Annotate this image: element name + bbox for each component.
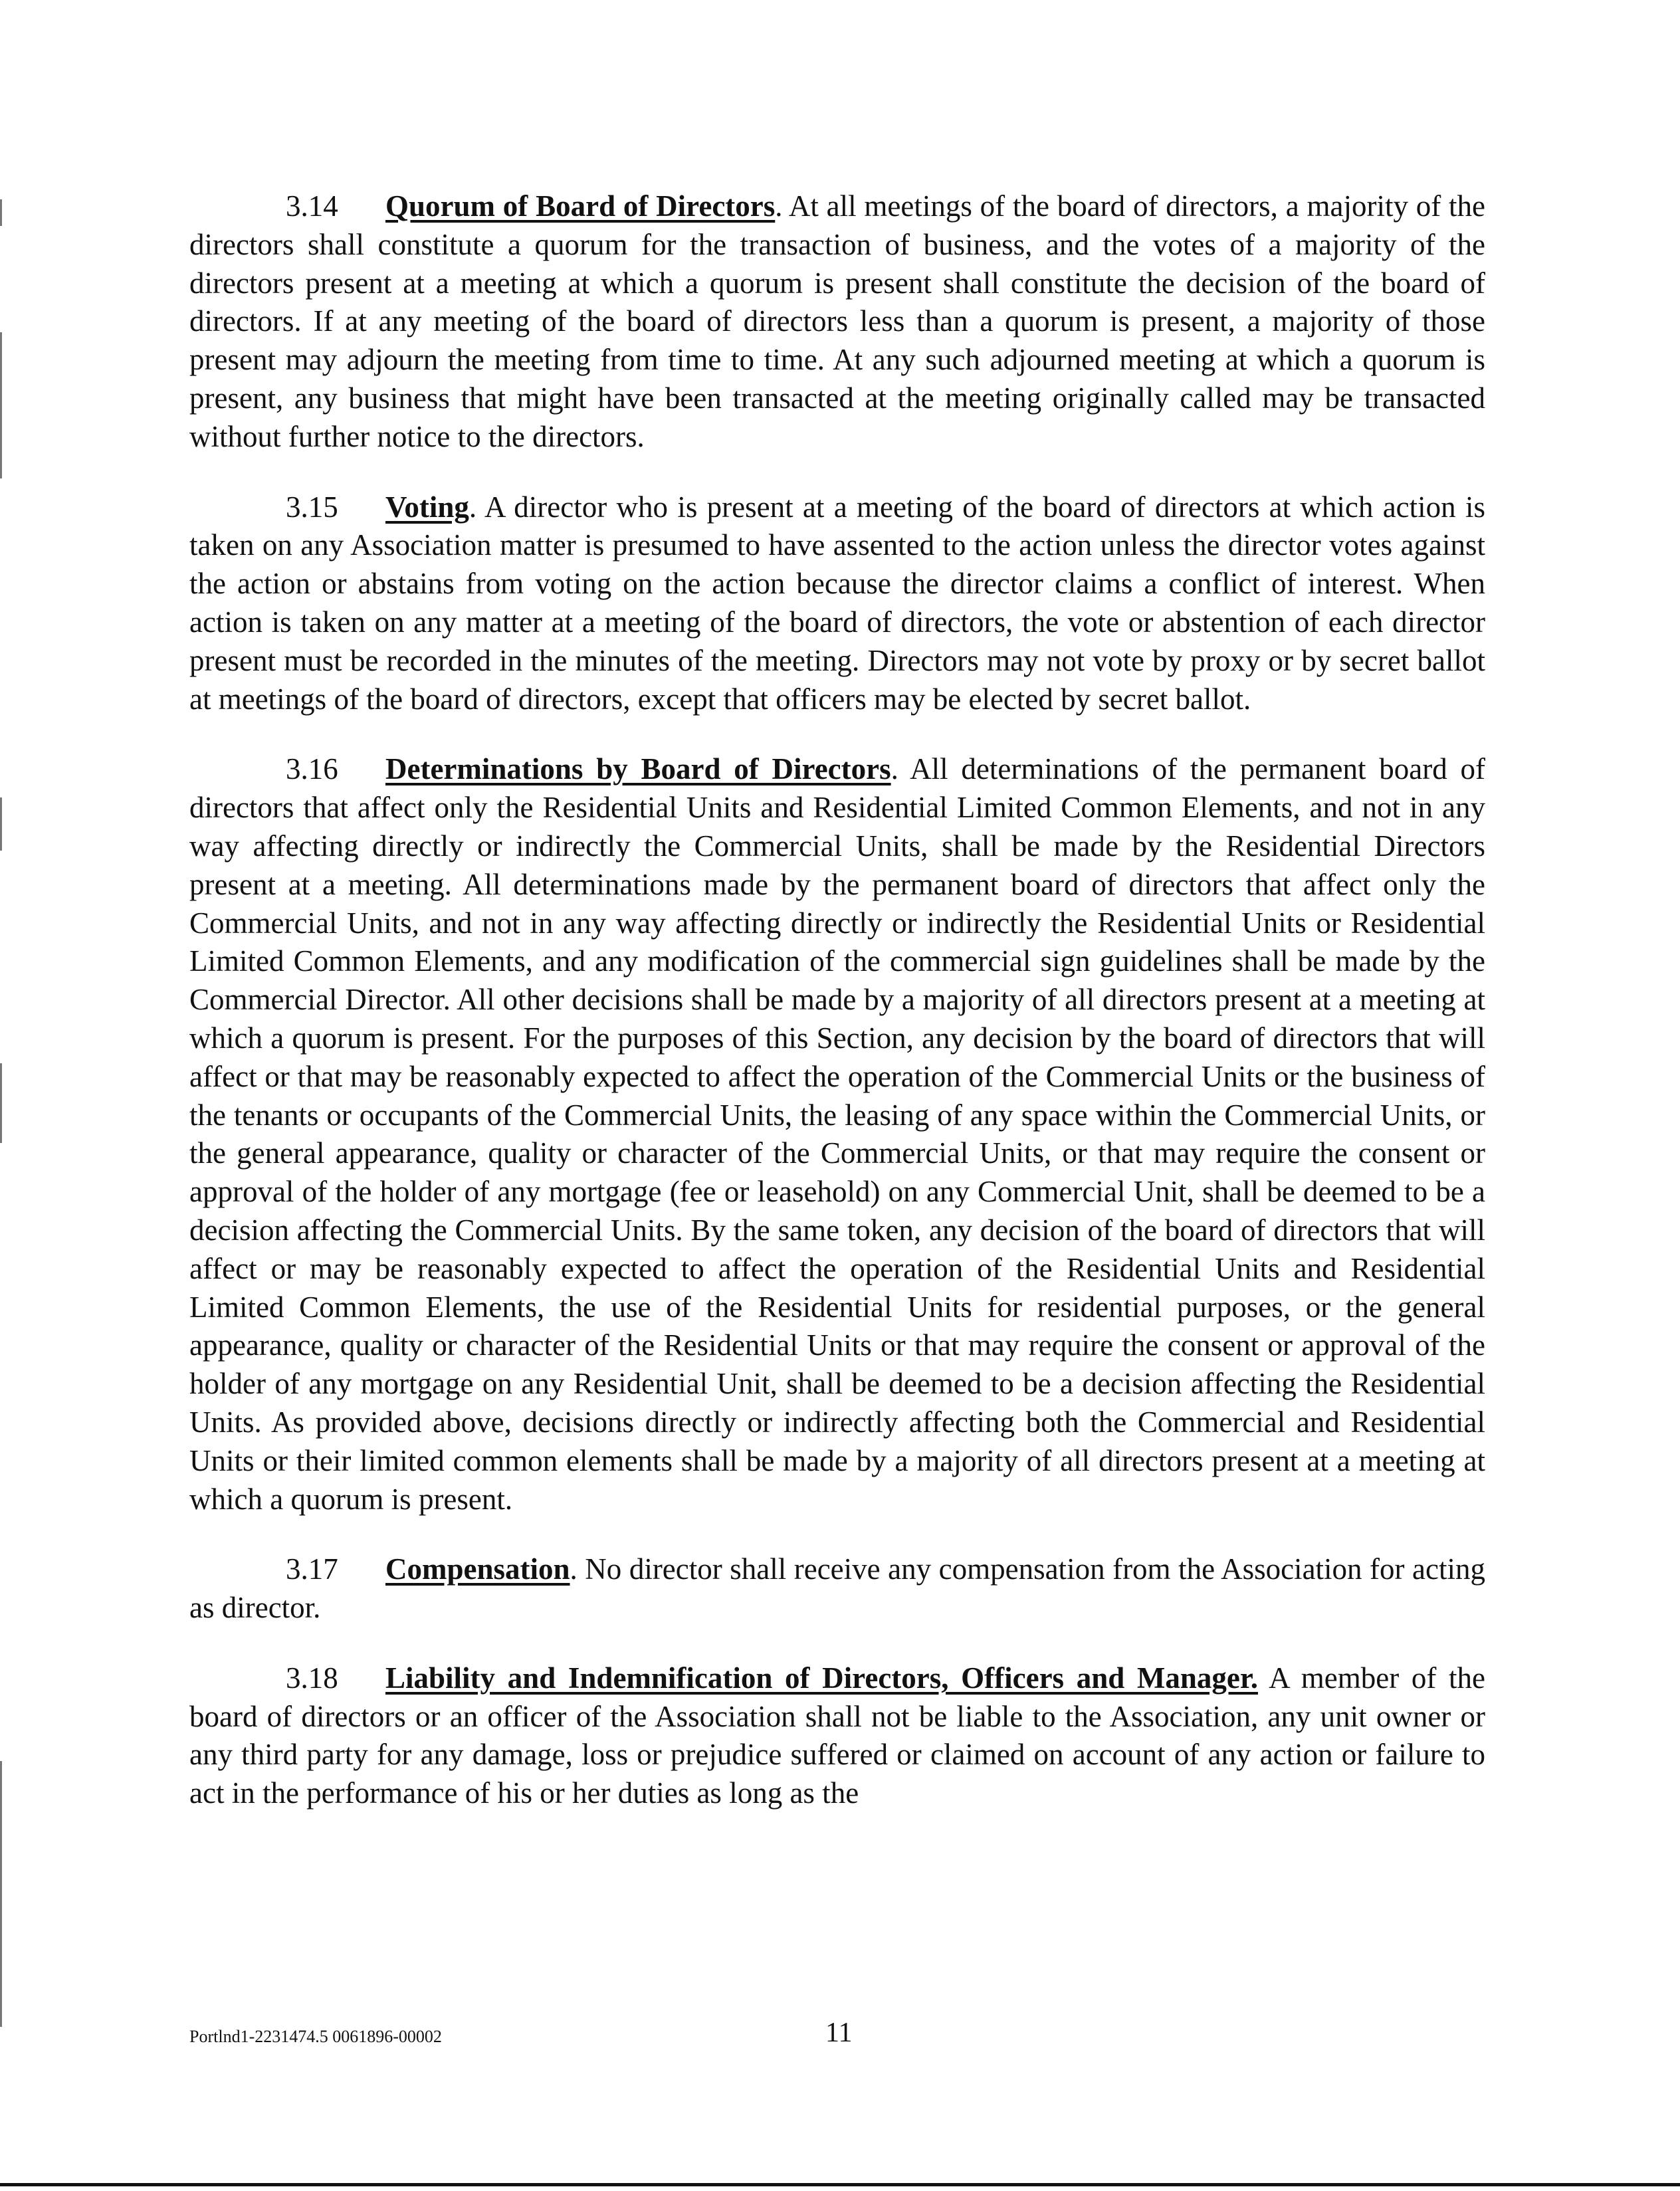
- section-3-17: [189, 1550, 1485, 1627]
- heading-punctuation: .: [891, 752, 898, 786]
- scan-mark: [0, 332, 2, 478]
- section-3-18: [189, 1659, 1485, 1813]
- section-3-16: [189, 750, 1485, 1518]
- section-text: A member of the board of directors or an officer of the Association shall not be liable to the Association, any unit owner or any third party for any damage, loss or prejudice suffered or claimed on account of any action or failure to act in the performance of his or her duties as long as the: [189, 1661, 1485, 1810]
- section-heading: Determinations by Board of Directors: [385, 752, 891, 786]
- heading-punctuation: .: [469, 490, 477, 524]
- section-text: A director who is present at a meeting of the board of directors at which action is taken on any Association matter is presumed to have assented to the action unless the director votes against the action or abstains from voting on the action because the director claims a conflict of interest. When action is taken on any matter at a meeting of the board of directors, the vote or abstention of each director present must be recorded in the minutes of the meeting. Directors may not vote by proxy or by secret ballot at meetings of the board of directors, except that officers may be elected by secret ballot.: [189, 490, 1485, 716]
- scan-mark: [0, 1761, 2, 2027]
- page-number: 11: [825, 2018, 853, 2048]
- section-heading: Compensation: [385, 1552, 570, 1586]
- scan-mark: [0, 199, 2, 226]
- scan-mark: [0, 1063, 2, 1143]
- section-number: 3.18: [286, 1661, 338, 1695]
- document-body: [189, 187, 1485, 1845]
- heading-punctuation: .: [775, 189, 783, 223]
- section-number: 3.14: [286, 189, 338, 223]
- footer-document-id: Portlnd1-2231474.5 0061896-00002: [189, 2027, 442, 2046]
- section-text: All determinations of the permanent board of directors that affect only the Residential Units and Residential Limited Common Elements, and not in any way affecting directly or indirectly the Commercial Units, shall be made by the Residential Directors present at a meeting. All determinations made by the permanent board of directors that affect only the Commercial Units, and not in any way affecting directly or indirectly the Residential Units or Residential Limited Common Elements, and any modification of the commercial sign guidelines shall be made by the Commercial Director. All other decisions shall be made by a majority of all directors present at a meeting at which a quorum is present. For the purposes of this Section, any decision by the board of directors that will affect or that may be reasonably expected to affect the operation of the Commercial Units or the business of the tenants or occupants of the Commercial Units, the leasing of any space within the Commercial Units, or the general appearance, quality or character of the Commercial Units, or that may require the consent or approval of the holder of any mortgage (fee or leasehold) on any Commercial Unit, shall be deemed to be a decision affecting the Commercial Units. By the same token, any decision of the board of directors that will affect or may be reasonably expected to affect the operation of the Residential Units and Residential Limited Common Elements, the use of the Residential Units for residential purposes, or the general appearance, quality or character of the Residential Units or that may require the consent or approval of the holder of any mortgage on any Residential Unit, shall be deemed to be a decision affecting the Residential Units. As provided above, decisions directly or indirectly affecting both the Commercial and Residential Units or their limited common elements shall be made by a majority of all directors present at a meeting at which a quorum is present.: [189, 752, 1485, 1516]
- section-heading: Quorum of Board of Directors: [385, 189, 776, 223]
- bottom-edge-line: [0, 2183, 1680, 2186]
- heading-punctuation: .: [570, 1552, 578, 1586]
- section-number: 3.17: [286, 1552, 338, 1586]
- section-heading: Voting: [385, 490, 469, 524]
- section-text: At all meetings of the board of directors, a majority of the directors shall constitute a quorum for the transaction of business, and the votes of a majority of the directors present at a meeting at which a quorum is present shall constitute the decision of the board of directors. If at any meeting of the board of directors less than a quorum is present, a majority of those present may adjourn the meeting from time to time. At any such adjourned meeting at which a quorum is present, any business that might have been transacted at the meeting originally called may be transacted without further notice to the directors.: [189, 189, 1486, 453]
- section-3-14: [189, 187, 1485, 457]
- section-text: No director shall receive any compensation from the Association for acting as director.: [189, 1552, 1485, 1625]
- section-3-15: [189, 488, 1485, 719]
- section-number: 3.15: [286, 490, 338, 524]
- section-number: 3.16: [286, 752, 338, 786]
- section-heading: Liability and Indemnification of Directors, Officers and Manager.: [385, 1661, 1258, 1695]
- scan-mark: [0, 797, 2, 851]
